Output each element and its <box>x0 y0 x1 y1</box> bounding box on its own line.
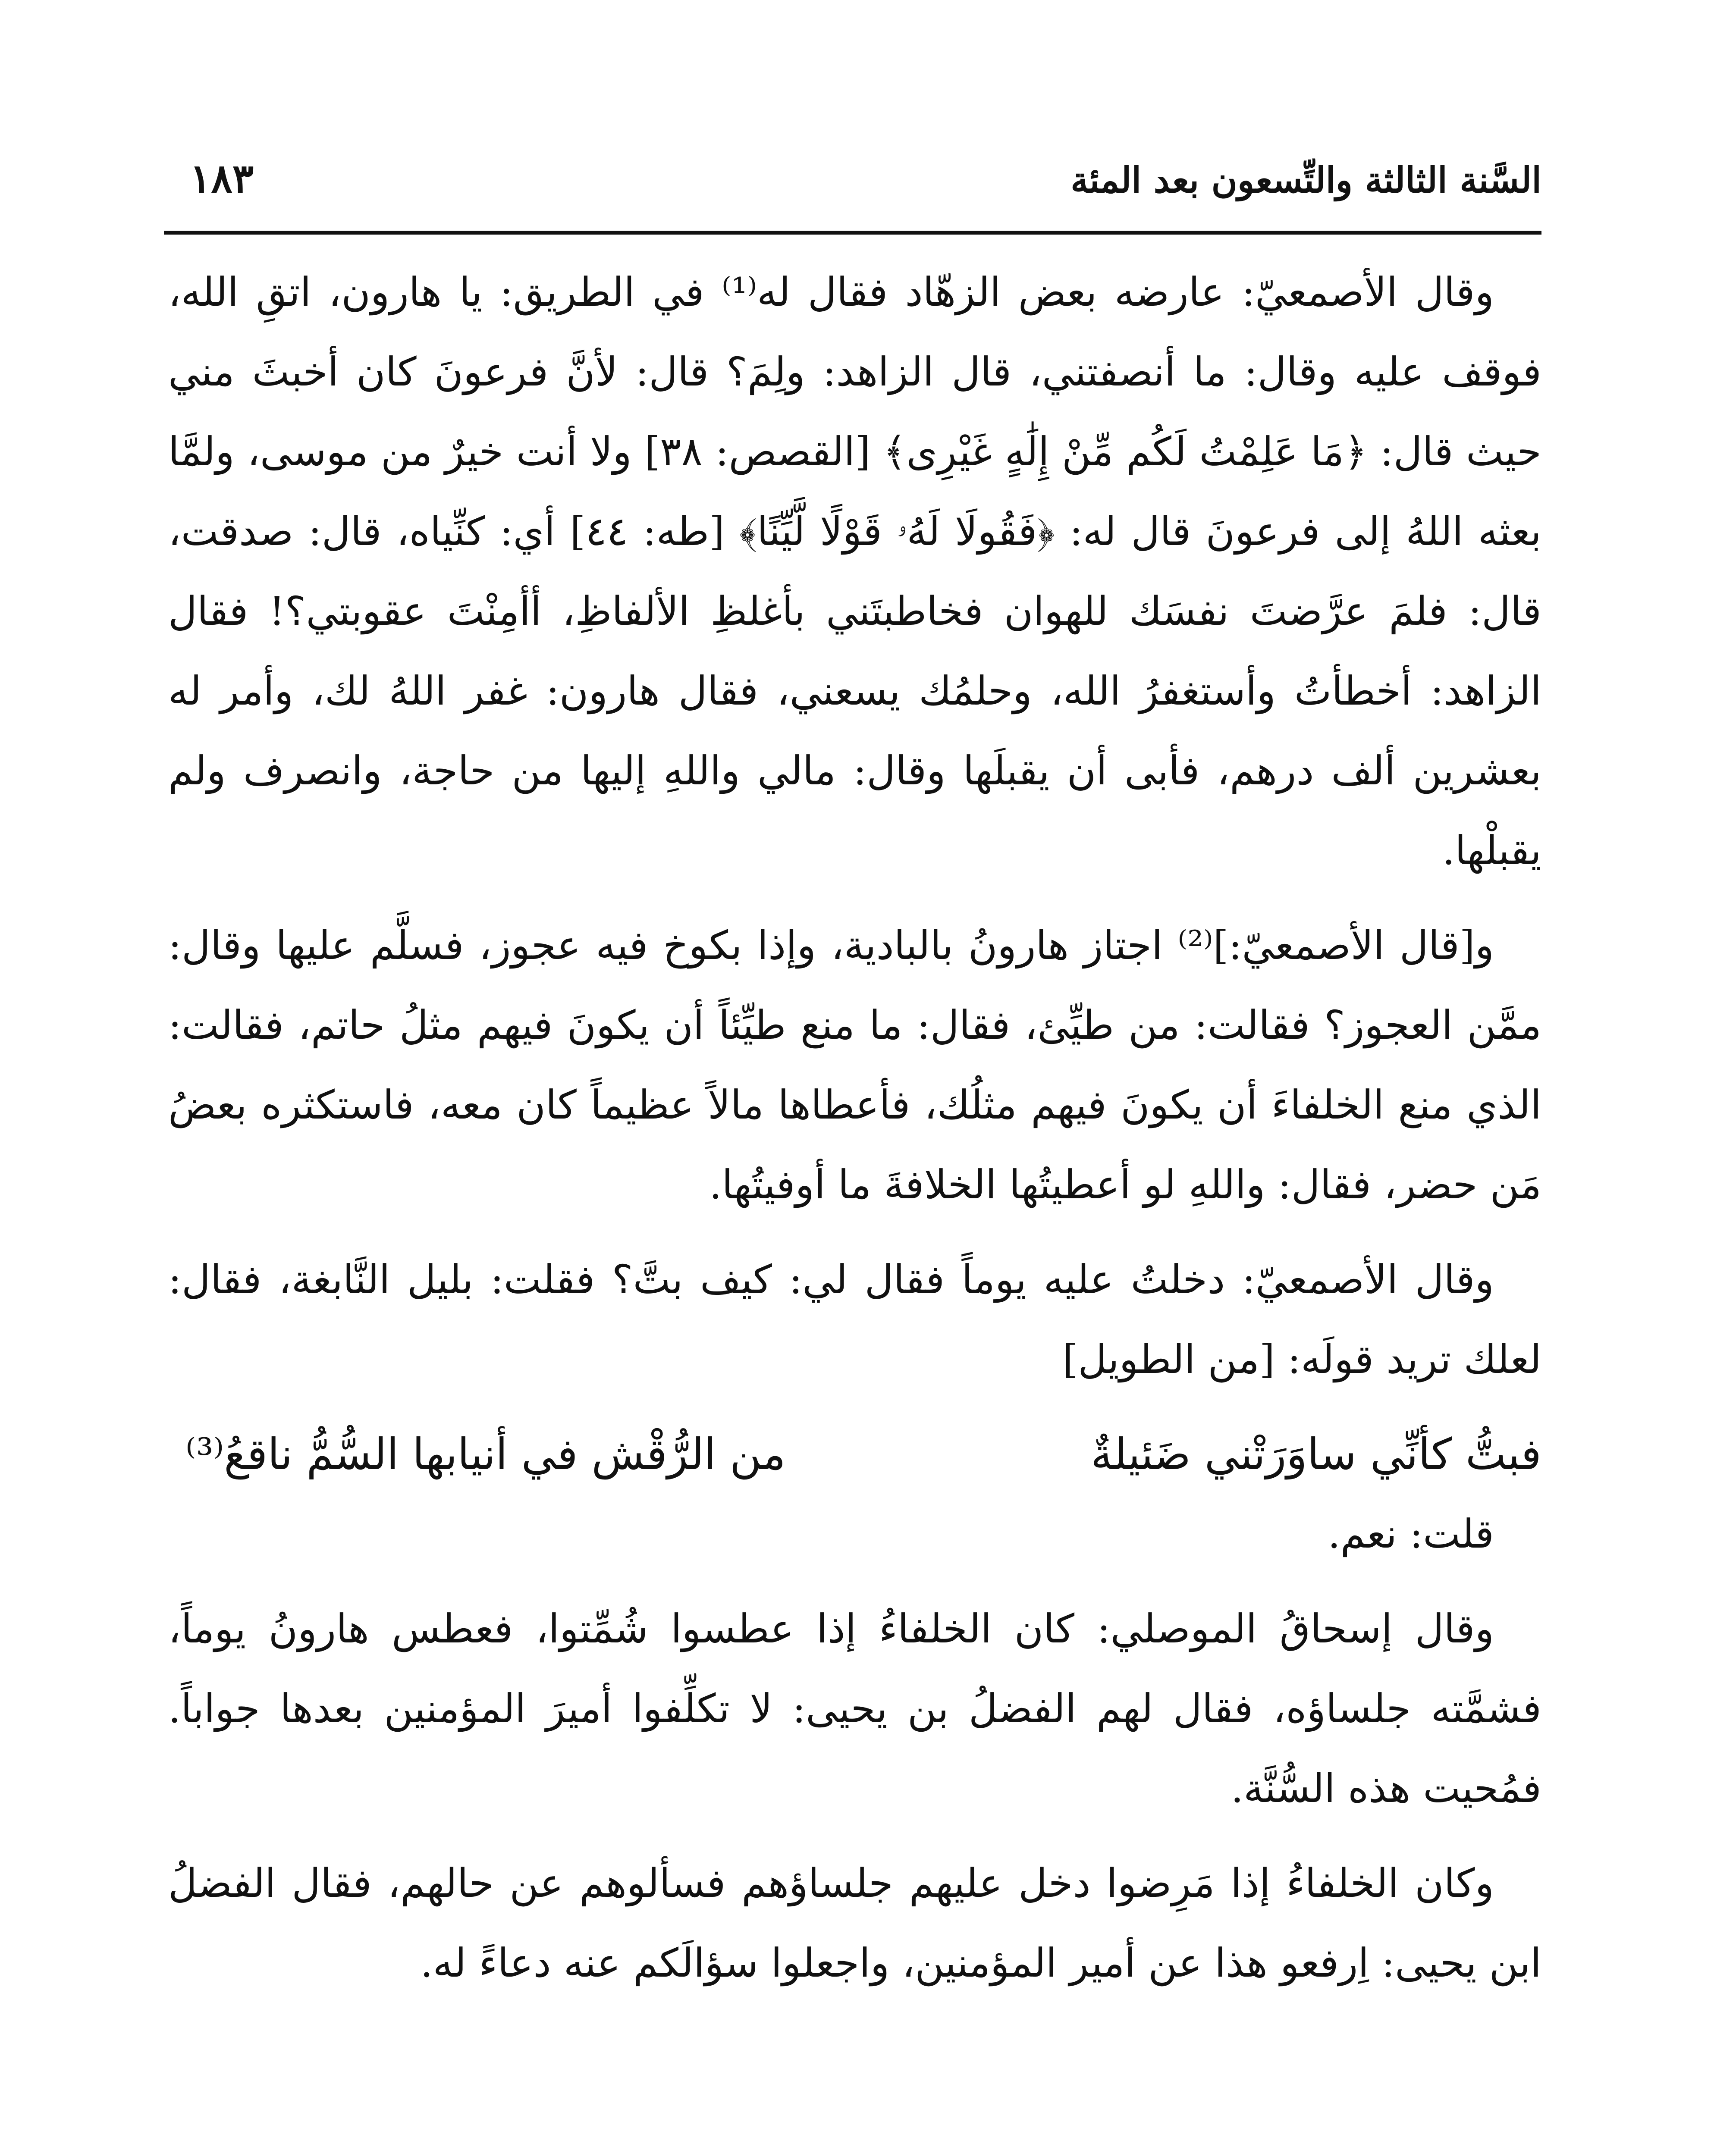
verse-first-hemistich: فبتُّ كأنِّي ساوَرَتْني ضَئيلةٌ <box>1091 1429 1541 1479</box>
paragraph-illness: وكان الخلفاءُ إذا مَرِضوا دخل عليهم جلساؤهم فسألوهم عن حالهم، فقال الفضلُ ابن يحيى: اِرفعو هذا عن أمير المؤمنين، واجعلوا سؤالَكم عنه دعاءً له. <box>168 1860 1541 1986</box>
running-title: السَّنة الثالثة والتِّسعون بعد المئة <box>1070 160 1541 201</box>
poetry-verse <box>168 1414 1541 1494</box>
paragraph-nabigha: وقال الأصمعيّ: دخلتُ عليه يوماً فقال لي: كيف بتَّ؟ فقلت: بليل النَّابغة، فقال: لعلك تريد قولَه: [من الطويل] <box>168 1257 1541 1382</box>
paragraph-old-woman: و[قال الأصمعيّ:]⁽²⁾ اجتاز هارونُ بالبادية، وإذا بكوخ فيه عجوز، فسلَّم عليها وقال: ممَّن العجوز؟ فقالت: من طيِّئ، فقال: ما منع طيِّئاً أن يكونَ فيهم مثلُ حاتم، فقالت: الذي منع الخلفاءَ أن يكونَ فيهم مثلُك، فأعطاها مالاً عظيماً كان معه، فاستكثره بعضُ مَن حضر، فقال: واللهِ لو أعطيتُها الخلافةَ ما أوفيتُها. <box>168 922 1542 1208</box>
page-header <box>164 155 1541 220</box>
paragraph-sneezing: وقال إسحاقُ الموصلي: كان الخلفاءُ إذا عطسوا شُمِّتوا، فعطس هارونُ يوماً، فشمَّته جلساؤه، فقال لهم الفضلُ بن يحيى: لا تكلِّفوا أميرَ المؤمنين بعدها جواباً. فمُحيت هذه السُّنَّة. <box>168 1606 1542 1811</box>
paragraph-answer: قلت: نعم. <box>1328 1511 1494 1557</box>
paragraph-asmai-zahid: وقال الأصمعيّ: عارضه بعض الزهّاد فقال له⁽¹⁾ في الطريق: يا هارون، اتقِ الله، فوقف عليه وقال: ما أنصفتني، قال الزاهد: ولِمَ؟ قال: لأنَّ فرعونَ كان أخبثَ مني حيث قال: ﴿مَا عَلِمْتُ لَكُم مِّنْ إِلَٰهٍ غَيْرِى﴾ [القصص: ٣٨] ولا أنت خيرٌ من موسى، ولمَّا بعثه اللهُ إلى فرعونَ قال له: ﴿فَقُولَا لَهُۥ قَوْلًا لَّيِّنًا﴾ [طه: ٤٤] أي: كنِّياه، قال: صدقت، قال: فلمَ عرَّضتَ نفسَك للهوان فخاطبتَني بأغلظِ الألفاظِ، أأمِنْتَ عقوبتي؟! فقال الزاهد: أخطأتُ وأستغفرُ الله، وحلمُك يسعني، فقال هارون: غفر اللهُ لك، وأمر له بعشرين ألف درهم، فأبى أن يقبلَها وقال: مالي واللهِ إليها من حاجة، وانصرف ولم يقبلْها. <box>168 269 1542 874</box>
header-rule <box>164 231 1541 235</box>
main-text <box>168 252 1541 2018</box>
verse-second-hemistich: من الرُّقْش في أنيابها السُّمُّ ناقعُ⁽³⁾ <box>185 1429 786 1479</box>
page-number: ١٨٣ <box>190 155 254 202</box>
